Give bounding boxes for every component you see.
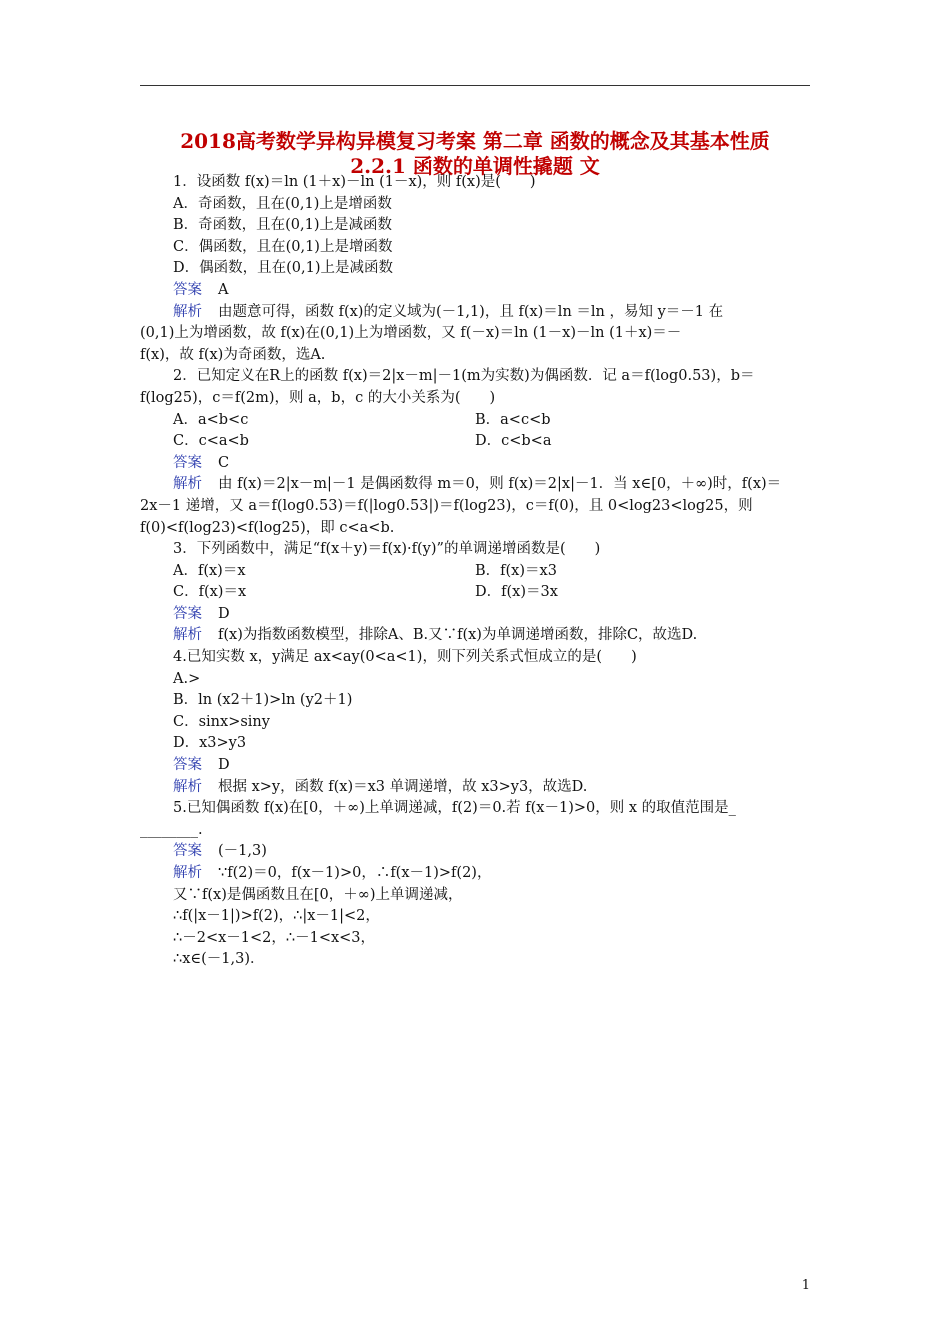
text-line — [140, 928, 810, 950]
analysis-label: 解析 — [173, 303, 202, 320]
text-line — [140, 215, 810, 237]
text-line — [140, 539, 810, 561]
line-text: D．偶函数，且在(0,1)上是减函数 — [173, 260, 393, 277]
line-text: D — [218, 757, 230, 774]
analysis-line — [140, 474, 810, 496]
line-text: 又∵f(x)是偶函数且在[0，＋∞)上单调递减， — [173, 886, 463, 903]
line-text: B．奇函数，且在(0,1)上是减函数 — [173, 217, 393, 234]
line-text: C — [218, 454, 230, 471]
text-line — [140, 518, 810, 540]
text-line — [140, 172, 810, 194]
text-line — [140, 690, 810, 712]
text-line — [140, 669, 810, 691]
line-text: 由题意可得，函数 f(x)的定义域为(－1,1)，且 f(x)＝ln ＝ln ，易知 y＝－1 在 — [218, 303, 724, 320]
option-row — [140, 582, 810, 604]
line-text: f(x)，故 f(x)为奇函数，选A. — [140, 346, 326, 363]
answer-line — [140, 841, 810, 863]
line-text: C．sinx>siny — [173, 713, 270, 730]
analysis-label: 解析 — [173, 627, 202, 644]
line-text: ∴x∈(－1,3)． — [173, 951, 265, 968]
text-line — [140, 345, 810, 367]
text-line — [140, 496, 810, 518]
text-line — [140, 820, 810, 842]
header-rule — [140, 85, 810, 86]
line-text: f(0)<f(log23)<f(log25)，即 c<a<b. — [140, 519, 395, 536]
analysis-line — [140, 777, 810, 799]
analysis-label: 解析 — [173, 778, 202, 795]
line-text: 根据 x>y，函数 f(x)＝x3 单调递增，故 x3>y3，故选D. — [218, 778, 588, 795]
answer-line — [140, 280, 810, 302]
text-line — [140, 712, 810, 734]
answer-line — [140, 604, 810, 626]
answer-label: 答案 — [173, 757, 202, 774]
option-text: A．a<b<c — [173, 411, 249, 428]
line-text: 由 f(x)＝2|x－m|－1 是偶函数得 m＝0，则 f(x)＝2|x|－1．当 x∈[0，＋∞)时，f(x)＝ — [218, 476, 782, 493]
text-line — [140, 733, 810, 755]
line-text: ∴f(|x－1|)>f(2)，∴|x－1|<2， — [173, 908, 380, 925]
option-row — [140, 410, 810, 432]
answer-label: 答案 — [173, 281, 202, 298]
answer-line — [140, 453, 810, 475]
text-line — [140, 194, 810, 216]
option-text: C．f(x)＝x — [173, 584, 247, 601]
answer-label: 答案 — [173, 454, 202, 471]
text-line — [140, 798, 810, 820]
option-row — [140, 561, 810, 583]
option-text: D．f(x)＝3x — [475, 584, 558, 601]
line-text: ________. — [140, 821, 203, 838]
line-text: (0,1)上为增函数，故 f(x)在(0,1)上为增函数，又 f(－x)＝ln (1－x)－ln (1＋x)＝－ — [140, 325, 682, 342]
line-text: A．奇函数，且在(0,1)上是增函数 — [173, 195, 392, 212]
document-body — [140, 172, 810, 971]
text-line — [140, 366, 810, 388]
option-text: C．c<a<b — [173, 433, 249, 450]
line-text: B．ln (x2＋1)>ln (y2＋1) — [173, 692, 353, 709]
text-line — [140, 885, 810, 907]
line-text: ∵f(2)＝0，f(x－1)>0，∴f(x－1)>f(2)， — [218, 865, 492, 881]
analysis-line — [140, 625, 810, 647]
analysis-label: 解析 — [173, 865, 202, 881]
line-text: 1．设函数 f(x)＝ln (1＋x)－ln (1－x)，则 f(x)是( ) — [173, 174, 536, 190]
text-line — [140, 323, 810, 345]
answer-line — [140, 755, 810, 777]
document-subtitle: 2.2.1 函数的单调性撬题 文 — [350, 154, 600, 178]
option-text: B．f(x)＝x3 — [475, 562, 557, 579]
line-text: ∴－2<x－1<2，∴－1<x<3， — [173, 929, 376, 946]
line-text: A.> — [173, 670, 201, 687]
line-text: f(log25)，c＝f(2m)，则 a，b，c 的大小关系为( ) — [140, 389, 496, 406]
text-line — [140, 237, 810, 259]
text-line — [140, 258, 810, 280]
option-text: A．f(x)＝x — [173, 562, 246, 579]
line-text: 4.已知实数 x，y满足 ax<ay(0<a<1)，则下列关系式恒成立的是( ) — [173, 649, 637, 666]
line-text: f(x)为指数函数模型，排除A、B.又∵f(x)为单调递增函数，排除C，故选D. — [218, 627, 698, 644]
option-text: D．c<b<a — [475, 433, 552, 450]
text-line — [140, 388, 810, 410]
analysis-label: 解析 — [173, 476, 202, 493]
line-text: A — [218, 281, 229, 298]
page-number: 1 — [801, 1278, 810, 1293]
answer-label: 答案 — [173, 605, 202, 622]
line-text: D．x3>y3 — [173, 735, 247, 752]
analysis-line — [140, 863, 810, 885]
line-text: D — [218, 605, 230, 622]
answer-label: 答案 — [173, 843, 202, 860]
option-row — [140, 431, 810, 453]
option-text: B．a<c<b — [475, 411, 551, 428]
line-text: 2x－1 递增，又 a＝f(log0.53)＝f(|log0.53|)＝f(log23)，c＝f(0)，且 0<log23<log25，则 — [140, 497, 753, 514]
document-title: 2018高考数学异构异模复习考案 第二章 函数的概念及其基本性质 — [180, 129, 770, 153]
line-text: 2．已知定义在R上的函数 f(x)＝2|x－m|－1(m为实数)为偶函数．记 a＝f(log0.53)，b＝ — [173, 368, 755, 385]
line-text: C．偶函数，且在(0,1)上是增函数 — [173, 238, 393, 255]
analysis-line — [140, 302, 810, 324]
line-text: 3．下列函数中，满足“f(x＋y)＝f(x)·f(y)”的单调递增函数是( ) — [173, 541, 601, 558]
text-line — [140, 949, 810, 971]
text-line — [140, 647, 810, 669]
line-text: (－1,3) — [218, 843, 267, 860]
line-text: 5.已知偶函数 f(x)在[0，＋∞)上单调递减，f(2)＝0.若 f(x－1)>0，则 x 的取值范围是_ — [173, 800, 736, 817]
text-line — [140, 906, 810, 928]
